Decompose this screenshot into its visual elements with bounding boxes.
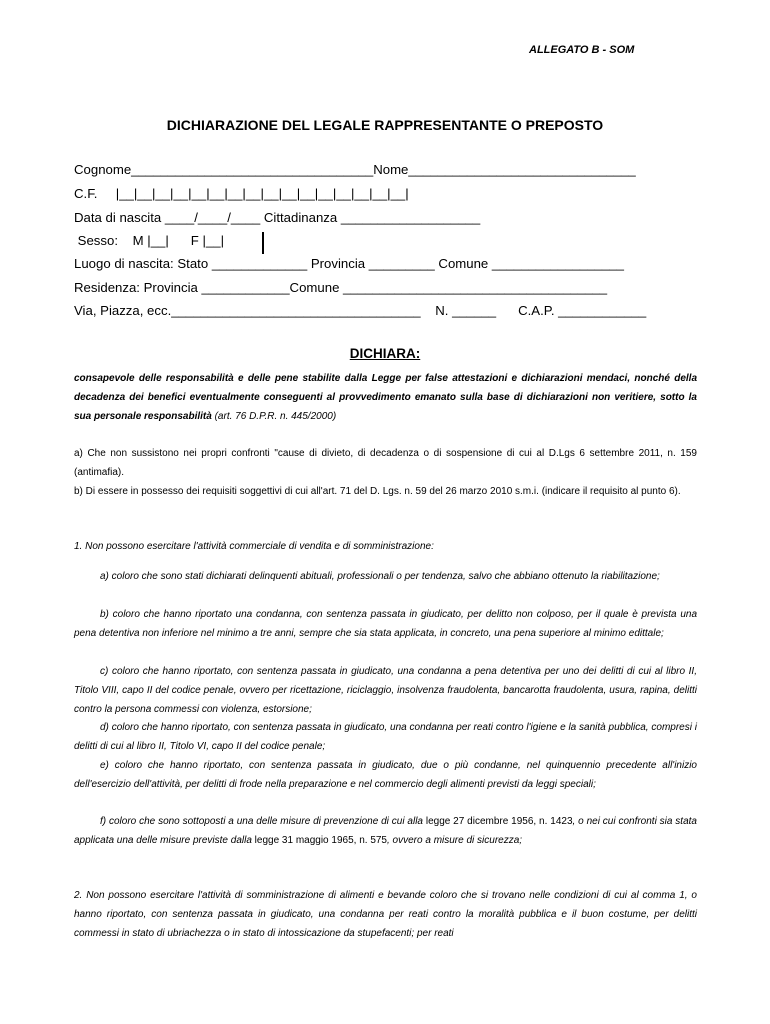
item-f-part-c: , o nei cui confronti sia stata applicata una delle misure previste dalla: [74, 816, 697, 846]
section1-item-b: b) coloro che hanno riportato una condanna, con sentenza passata in giudicato, per delitto non colposo, per il quale è prevista una pena detentiva non inferiore nel minimo a tre anni, sempre che sia stata applicata, in concreto, una pena superiore al minimo edittale;: [74, 609, 697, 639]
luogo-nascita-field: Luogo di nascita: Stato _____________ Provincia _________ Comune __________________: [74, 256, 624, 271]
dichiara-heading: DICHIARA:: [349, 346, 421, 361]
item-f-part-e: , ovvero a misure di sicurezza;: [387, 835, 523, 846]
item-f-part-a: f) coloro che sono sottoposti a una delle misure di prevenzione di cui alla: [100, 816, 423, 827]
codice-fiscale-field: C.F. |__|__|__|__|__|__|__|__|__|__|__|__|__|__|__|__|: [74, 186, 409, 201]
consapevole-paragraph: [74, 369, 697, 426]
section2-paragraph: 2. Non possono esercitare l'attività di somministrazione di alimenti e bevande coloro che si trovano nelle condizioni di cui al comma 1, o hanno riportato, con sentenza passata in giudicato, una condanna per reati contro la moralità pubblica e il buon costume, per delitti commessi in stato di ubriachezza o in stato di intossicazione da stupefacenti; per reati: [74, 890, 697, 939]
consapevole-text: consapevole delle responsabilità e delle pene stabilite dalla Legge per false attestazioni e dichiarazioni mendaci, nonché della decadenza dei benefici eventualmente conseguenti al provvedimento emanato sulla base di dichiarazioni non veritiere, sotto la sua personale responsabilità: [74, 373, 697, 422]
cognome-nome-field: Cognome_________________________________Nome_______________________________: [74, 162, 636, 177]
item-f-law-2: legge 31 maggio 1965, n. 575: [251, 835, 387, 846]
indirizzo-field: Via, Piazza, ecc.__________________________________ N. ______ C.A.P. ____________: [74, 303, 647, 318]
item-b: b) Di essere in possesso dei requisiti soggettivi di cui all'art. 71 del D. Lgs. n. 59 del 26 marzo 2010 s.m.i. (indicare il requisito al punto 6).: [74, 486, 681, 497]
residenza-field: Residenza: Provincia ____________Comune ____________________________________: [74, 280, 608, 295]
item-f-law-1: legge 27 dicembre 1956, n. 1423: [422, 816, 573, 827]
item-a: a) Che non sussistono nei propri confronti "cause di divieto, di decadenza o di sospensione di cui al D.Lgs 6 settembre 2011, n. 159 (antimafia).: [74, 448, 697, 478]
sesso-field: Sesso: M |__| F |__|: [74, 233, 225, 248]
section1-item-f: [74, 812, 697, 850]
separator-bar: [262, 232, 264, 254]
section1-item-d: d) coloro che hanno riportato, con sentenza passata in giudicato, una condanna per reati contro l'igiene e la sanità pubblica, compresi i delitti di cui al libro II, Titolo VI, capo II del codice penale;: [74, 722, 697, 752]
allegato-label: ALLEGATO B - SOM: [529, 44, 635, 56]
section1-item-e: e) coloro che hanno riportato, con sentenza passata in giudicato, due o più condanne, nel quinquennio precedente all'inizio dell'esercizio dell'attività, per delitti di frode nella preparazione e nel commercio degli alimenti previsti da leggi speciali;: [74, 760, 697, 790]
section1-title: 1. Non possono esercitare l'attività commerciale di vendita e di somministrazione:: [74, 541, 434, 552]
document-title: DICHIARAZIONE DEL LEGALE RAPPRESENTANTE O PREPOSTO: [166, 117, 604, 133]
data-nascita-field: Data di nascita ____/____/____ Cittadinanza ___________________: [74, 210, 481, 225]
section1-item-c: c) coloro che hanno riportato, con sentenza passata in giudicato, una condanna a pena detentiva per uno dei delitti di cui al libro II, Titolo VIII, capo II del codice penale, ovvero per ricettazione, riciclaggio, insolvenza fraudolenta, bancarotta fraudolenta, usura, rapina, delitti contro la persona commessi con violenza, estorsione;: [74, 666, 697, 715]
section1-item-a: a) coloro che sono stati dichiarati delinquenti abituali, professionali o per tendenza, salvo che abbiano ottenuto la riabilitazione;: [100, 571, 660, 582]
consapevole-ref: (art. 76 D.P.R. n. 445/2000): [211, 411, 337, 422]
